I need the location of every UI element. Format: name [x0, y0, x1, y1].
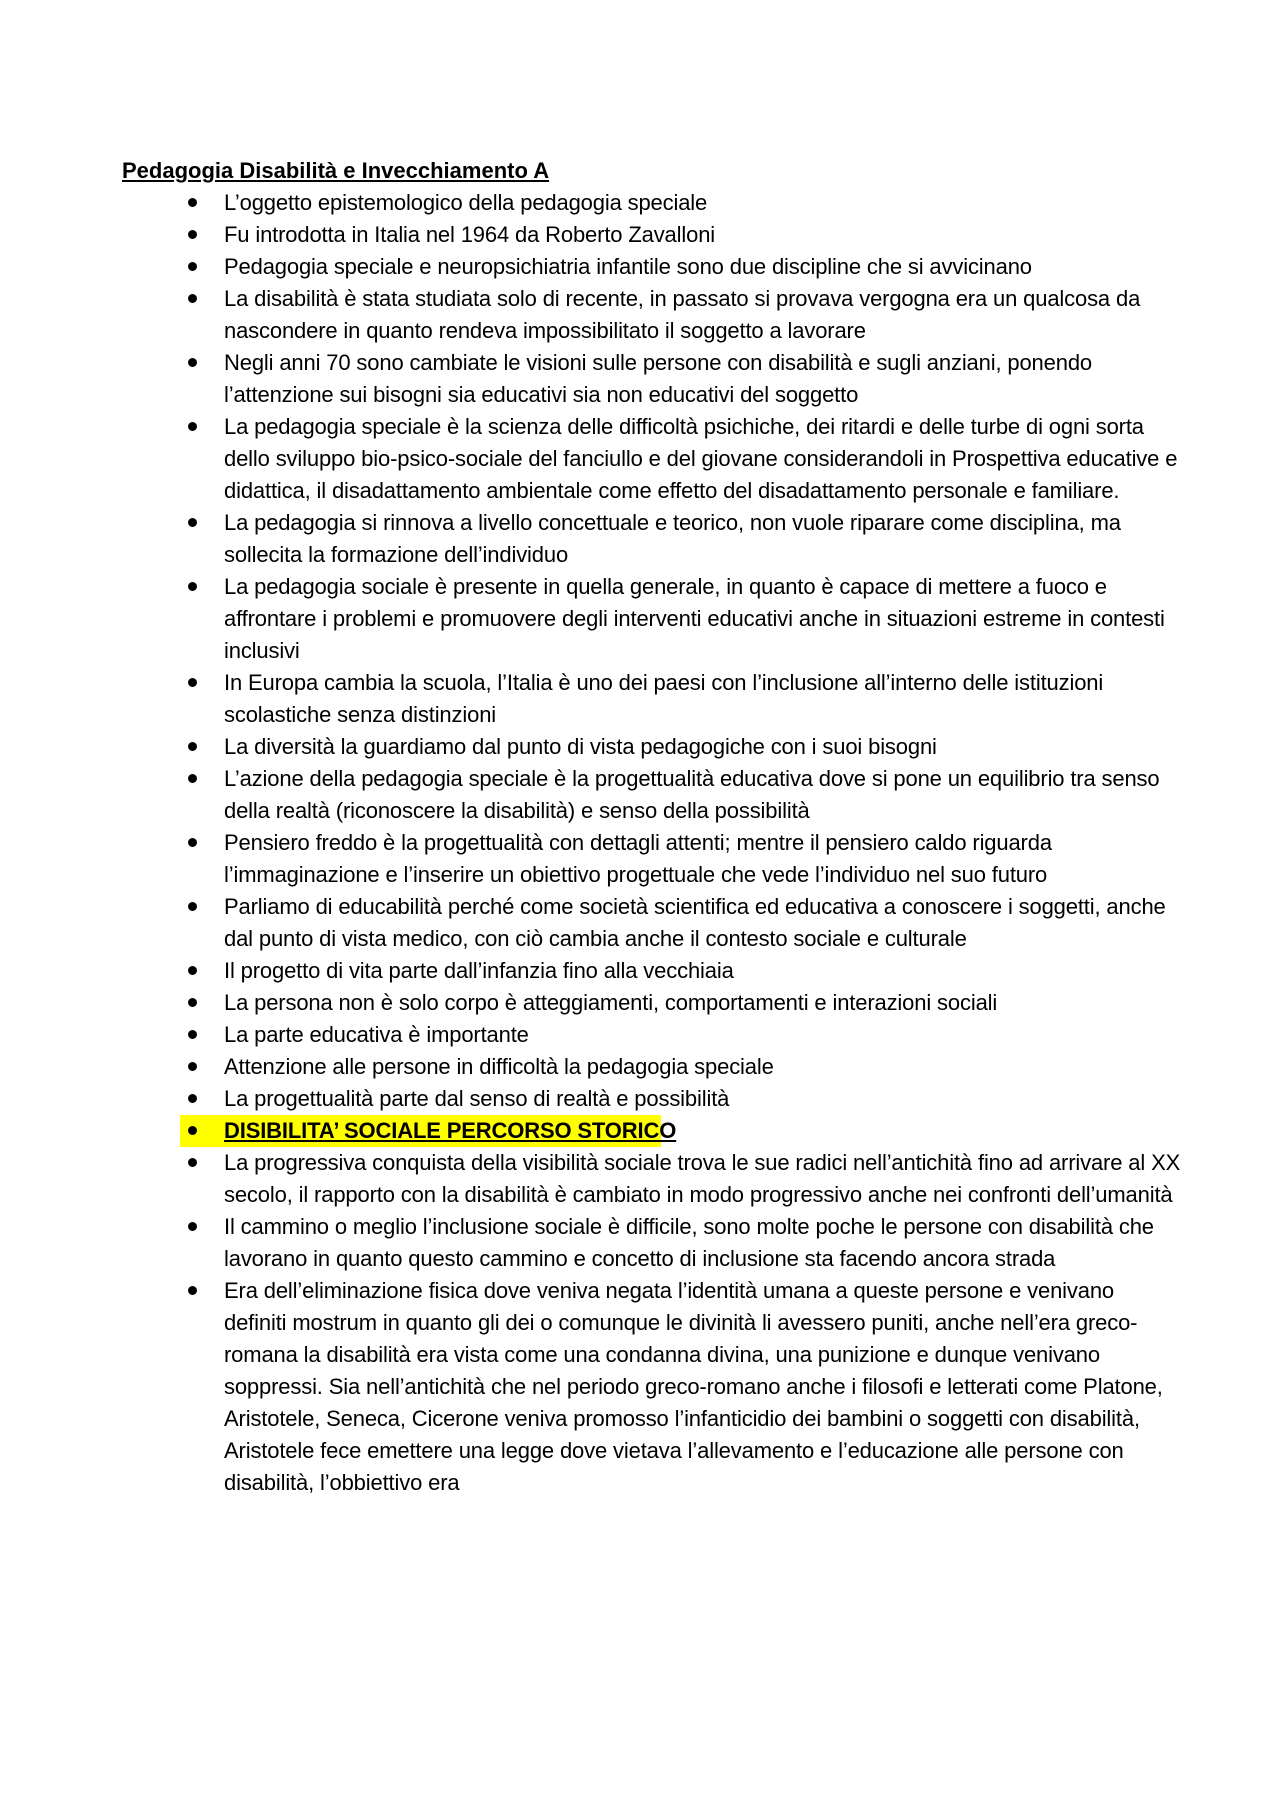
- list-item: [122, 891, 1182, 955]
- list-item-text: La diversità la guardiamo dal punto di vista pedagogiche con i suoi bisogni: [224, 734, 937, 759]
- bullet-icon: [188, 1062, 197, 1071]
- bullet-list: [122, 187, 1182, 1499]
- list-item-text: La pedagogia si rinnova a livello concettuale e teorico, non vuole riparare come disciplina, ma sollecita la formazione dell’individuo: [224, 510, 1121, 567]
- list-item: [122, 283, 1182, 347]
- list-item-text: Negli anni 70 sono cambiate le visioni sulle persone con disabilità e sugli anziani, ponendo l’attenzione sui bisogni sia educativi sia non educativi del soggetto: [224, 350, 1092, 407]
- list-item-text: Il cammino o meglio l’inclusione sociale è difficile, sono molte poche le persone con disabilità che lavorano in quanto questo cammino e concetto di inclusione sta facendo ancora strada: [224, 1214, 1154, 1271]
- list-item: [122, 571, 1182, 667]
- bullet-icon: [188, 902, 197, 911]
- list-item-text: Parliamo di educabilità perché come società scientifica ed educativa a conoscere i soggetti, anche dal punto di vista medico, con ciò cambia anche il contesto sociale e culturale: [224, 894, 1166, 951]
- list-item-text: Fu introdotta in Italia nel 1964 da Roberto Zavalloni: [224, 222, 716, 247]
- list-item: [122, 1211, 1182, 1275]
- list-item-text: La progressiva conquista della visibilità sociale trova le sue radici nell’antichità fino ad arrivare al XX secolo, il rapporto con la disabilità è cambiato in modo progressivo anche nei confronti dell’umanità: [224, 1150, 1181, 1207]
- section-heading-highlighted: [122, 1115, 1182, 1147]
- bullet-icon: [188, 198, 197, 207]
- list-item: [122, 763, 1182, 827]
- bullet-icon: [188, 1286, 197, 1295]
- list-item-text: La pedagogia speciale è la scienza delle difficoltà psichiche, dei ritardi e delle turbe di ogni sorta dello sviluppo bio-psico-sociale del fanciullo e del giovane considerandoli in Prospettiva educative e didattica, il disadattamento ambientale come effetto del disadattamento personale e familiare.: [224, 414, 1178, 503]
- list-item-text: In Europa cambia la scuola, l’Italia è uno dei paesi con l’inclusione all’interno delle istituzioni scolastiche senza distinzioni: [224, 670, 1104, 727]
- bullet-icon: [188, 230, 197, 239]
- list-item: [122, 827, 1182, 891]
- list-item: [122, 731, 1182, 763]
- bullet-icon: [188, 1222, 197, 1231]
- list-item: [122, 219, 1182, 251]
- section-heading-text: DISIBILITA’ SOCIALE PERCORSO STORICO: [224, 1118, 677, 1143]
- list-item-text: L’azione della pedagogia speciale è la progettualità educativa dove si pone un equilibrio tra senso della realtà (riconoscere la disabilità) e senso della possibilità: [224, 766, 1160, 823]
- list-item: [122, 987, 1182, 1019]
- list-item: [122, 1051, 1182, 1083]
- list-item-text: Il progetto di vita parte dall’infanzia fino alla vecchiaia: [224, 958, 734, 983]
- bullet-icon: [188, 262, 197, 271]
- bullet-icon: [188, 358, 197, 367]
- list-item: [122, 251, 1182, 283]
- list-item: [122, 1147, 1182, 1211]
- bullet-icon: [188, 742, 197, 751]
- list-item-text: Era dell’eliminazione fisica dove veniva negata l’identità umana a queste persone e venivano definiti mostrum in quanto gli dei o comunque le divinità li avessero puniti, anche nell’era greco-romana la disabilità era vista come una condanna divina, una punizione e dunque venivano soppressi. Sia nell’antichità che nel periodo greco-romano anche i filosofi e letterati come Platone, Aristotele, Seneca, Cicerone veniva promosso l’infanticidio dei bambini o soggetti con disabilità, Aristotele fece emettere una legge dove vietava l’allevamento e l’educazione alle persone con disabilità, l’obbiettivo era: [224, 1278, 1163, 1495]
- bullet-icon: [188, 1158, 197, 1167]
- bullet-icon: [188, 582, 197, 591]
- bullet-icon: [188, 294, 197, 303]
- bullet-icon: [188, 1126, 197, 1135]
- bullet-icon: [188, 774, 197, 783]
- list-item-text: L’oggetto epistemologico della pedagogia speciale: [224, 190, 708, 215]
- list-item-text: Attenzione alle persone in difficoltà la pedagogia speciale: [224, 1054, 774, 1079]
- list-item-text: La disabilità è stata studiata solo di recente, in passato si provava vergogna era un qualcosa da nascondere in quanto rendeva impossibilitato il soggetto a lavorare: [224, 286, 1141, 343]
- bullet-icon: [188, 1030, 197, 1039]
- bullet-icon: [188, 998, 197, 1007]
- list-item: [122, 187, 1182, 219]
- bullet-icon: [188, 1094, 197, 1103]
- list-item-text: La progettualità parte dal senso di realtà e possibilità: [224, 1086, 730, 1111]
- document-title: Pedagogia Disabilità e Invecchiamento A: [122, 158, 550, 183]
- list-item: [122, 1083, 1182, 1115]
- bullet-icon: [188, 966, 197, 975]
- list-item: [122, 1019, 1182, 1051]
- list-item-text: La parte educativa è importante: [224, 1022, 529, 1047]
- bullet-icon: [188, 422, 197, 431]
- list-item-text: La persona non è solo corpo è atteggiamenti, comportamenti e interazioni sociali: [224, 990, 998, 1015]
- list-item-text: Pensiero freddo è la progettualità con dettagli attenti; mentre il pensiero caldo riguarda l’immaginazione e l’inserire un obiettivo progettuale che vede l’individuo nel suo futuro: [224, 830, 1052, 887]
- document-page: [122, 155, 1182, 1499]
- list-item: [122, 507, 1182, 571]
- list-item: [122, 411, 1182, 507]
- bullet-icon: [188, 838, 197, 847]
- list-item: [122, 1275, 1182, 1499]
- list-item: [122, 347, 1182, 411]
- bullet-icon: [188, 518, 197, 527]
- list-item: [122, 955, 1182, 987]
- list-item: [122, 667, 1182, 731]
- list-item-text: La pedagogia sociale è presente in quella generale, in quanto è capace di mettere a fuoco e affrontare i problemi e promuovere degli interventi educativi anche in situazioni estreme in contesti inclusivi: [224, 574, 1165, 663]
- list-item-text: Pedagogia speciale e neuropsichiatria infantile sono due discipline che si avvicinano: [224, 254, 1032, 279]
- bullet-icon: [188, 678, 197, 687]
